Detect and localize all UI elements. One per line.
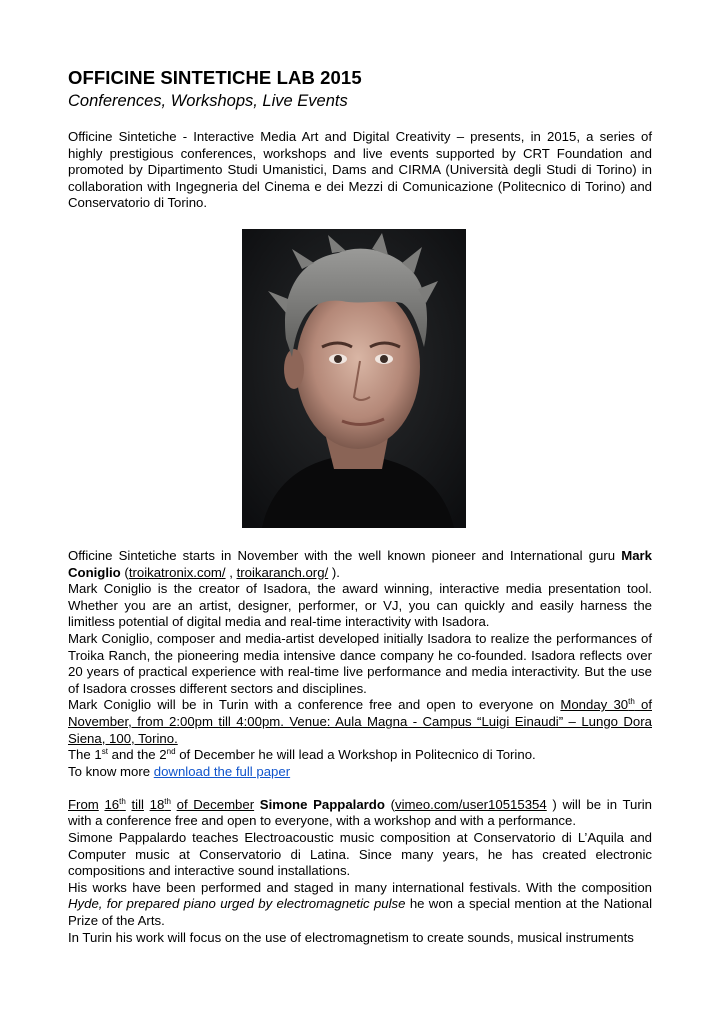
vimeo-link[interactable]: vimeo.com/user10515354 bbox=[394, 796, 547, 812]
conference-date-text: Monday 30 bbox=[560, 697, 629, 713]
start-day-suffix: th bbox=[119, 796, 126, 806]
ordinal-suffix-1: st bbox=[101, 747, 108, 757]
coniglio-intro-text: Officine Sintetiche starts in November with the well known pioneer and International guru bbox=[68, 547, 622, 563]
workshop-text-a: The 1 bbox=[68, 747, 102, 763]
coniglio-section bbox=[68, 548, 652, 780]
download-paper-link[interactable]: download the full paper bbox=[153, 763, 291, 779]
end-day-suffix: th bbox=[164, 796, 171, 806]
workshop-text-c: of December he will lead a Workshop in Politecnico di Torino. bbox=[175, 747, 536, 763]
month-text: of December bbox=[176, 796, 255, 812]
start-date bbox=[104, 797, 125, 812]
section-gap bbox=[68, 780, 652, 797]
conference-venue-text: of November, from 2:00pm till 4:00pm. Venue: Aula Magna - Campus “Luigi Einaudi” – Lungo Dora Siena, 100, Torino. bbox=[68, 697, 652, 746]
know-more-text: To know more bbox=[68, 763, 154, 779]
pappalardo-paragraph-4: In Turin his work will focus on the use of electromagnetism to create sounds, musical instruments bbox=[68, 929, 634, 945]
end-day: 18 bbox=[149, 796, 165, 812]
coniglio-paragraph-5 bbox=[68, 747, 652, 764]
composition-title: Hyde, for prepared piano urged by electromagnetic pulse bbox=[68, 896, 406, 912]
date-suffix: th bbox=[628, 697, 635, 707]
end-date bbox=[150, 797, 171, 812]
pappalardo-section bbox=[68, 797, 652, 946]
link-separator: , bbox=[225, 564, 237, 580]
paren-close: ). bbox=[328, 564, 340, 580]
coniglio-paragraph-2: Mark Coniglio is the creator of Isadora, the award winning, interactive media presentation tool. Whether you are an artist, designer, performer, or VJ, you can quickly and easily harness the limitless potential of digital media and real-time interactivity with Isadora. bbox=[68, 581, 652, 630]
ordinal-suffix-2: nd bbox=[166, 747, 176, 757]
page-title: OFFICINE SINTETICHE LAB 2015 bbox=[68, 67, 362, 88]
conference-intro-text: Mark Coniglio will be in Turin with a conference free and open to everyone on bbox=[68, 697, 561, 713]
coniglio-paragraph-3: Mark Coniglio, composer and media-artist developed initially Isadora to realize the performances of Troika Ranch, the pioneering media intensive dance company he co-founded. Isadora reflects over 20 years of practical experience with real-time live performance and media interactivity. But the use of Isadora crosses different sectors and disciplines. bbox=[68, 630, 652, 696]
portrait-photo bbox=[242, 229, 466, 528]
page-subtitle: Conferences, Workshops, Live Events bbox=[68, 92, 348, 110]
troikaranch-link[interactable]: troikaranch.org/ bbox=[236, 564, 329, 580]
pappalardo-paragraph-2: Simone Pappalardo teaches Electroacoustic music composition at Conservatorio di L’Aquila and Computer music at Conservatorio di Latina. Since many years, he has created electronic compositions and interactive sound installations. bbox=[68, 830, 652, 879]
workshop-text-b: and the 2 bbox=[107, 747, 167, 763]
coniglio-paragraph-1 bbox=[68, 548, 652, 581]
intro-paragraph: Officine Sintetiche - Interactive Media Art and Digital Creativity – presents, in 2015, a series of highly prestigious conferences, workshops and live events supported by CRT Foundation and promoted by Dipartimento Studi Umanistici, Dams and CIRMA (Università degli Studi di Torino) in collaboration with Ingegneria del Cinema e dei Mezzi di Comunicazione (Politecnico di Torino) and Conservatorio di Torino. bbox=[68, 129, 652, 211]
works-text: His works have been performed and staged in many international festivals. With the composition bbox=[68, 879, 652, 895]
start-day: 16 bbox=[104, 796, 120, 812]
paren-open: ( bbox=[120, 564, 129, 580]
pappalardo-paragraph-3 bbox=[68, 880, 652, 930]
from-word: From bbox=[68, 796, 99, 812]
pappalardo-intro-rest: ) will be in Turin with a conference free and open to everyone, with a workshop and with a performance. bbox=[68, 796, 653, 829]
prize-text: he won a special mention at the National Prize of the Arts. bbox=[68, 896, 652, 929]
coniglio-name: Mark Coniglio bbox=[68, 547, 652, 580]
coniglio-paragraph-6 bbox=[68, 764, 652, 781]
pappalardo-paragraph-1: From 16th till 18th of December Simone Pappalardo (vimeo.com/user10515354 ) will be in Turin with a conference free and open to everyone, with a workshop and with a performance. bbox=[68, 796, 653, 829]
page-content bbox=[68, 66, 652, 946]
troikatronix-link[interactable]: troikatronix.com/ bbox=[128, 564, 226, 580]
pappalardo-name: Simone Pappalardo bbox=[259, 796, 385, 812]
coniglio-paragraph-4 bbox=[68, 697, 652, 747]
till-word: till bbox=[131, 796, 144, 812]
